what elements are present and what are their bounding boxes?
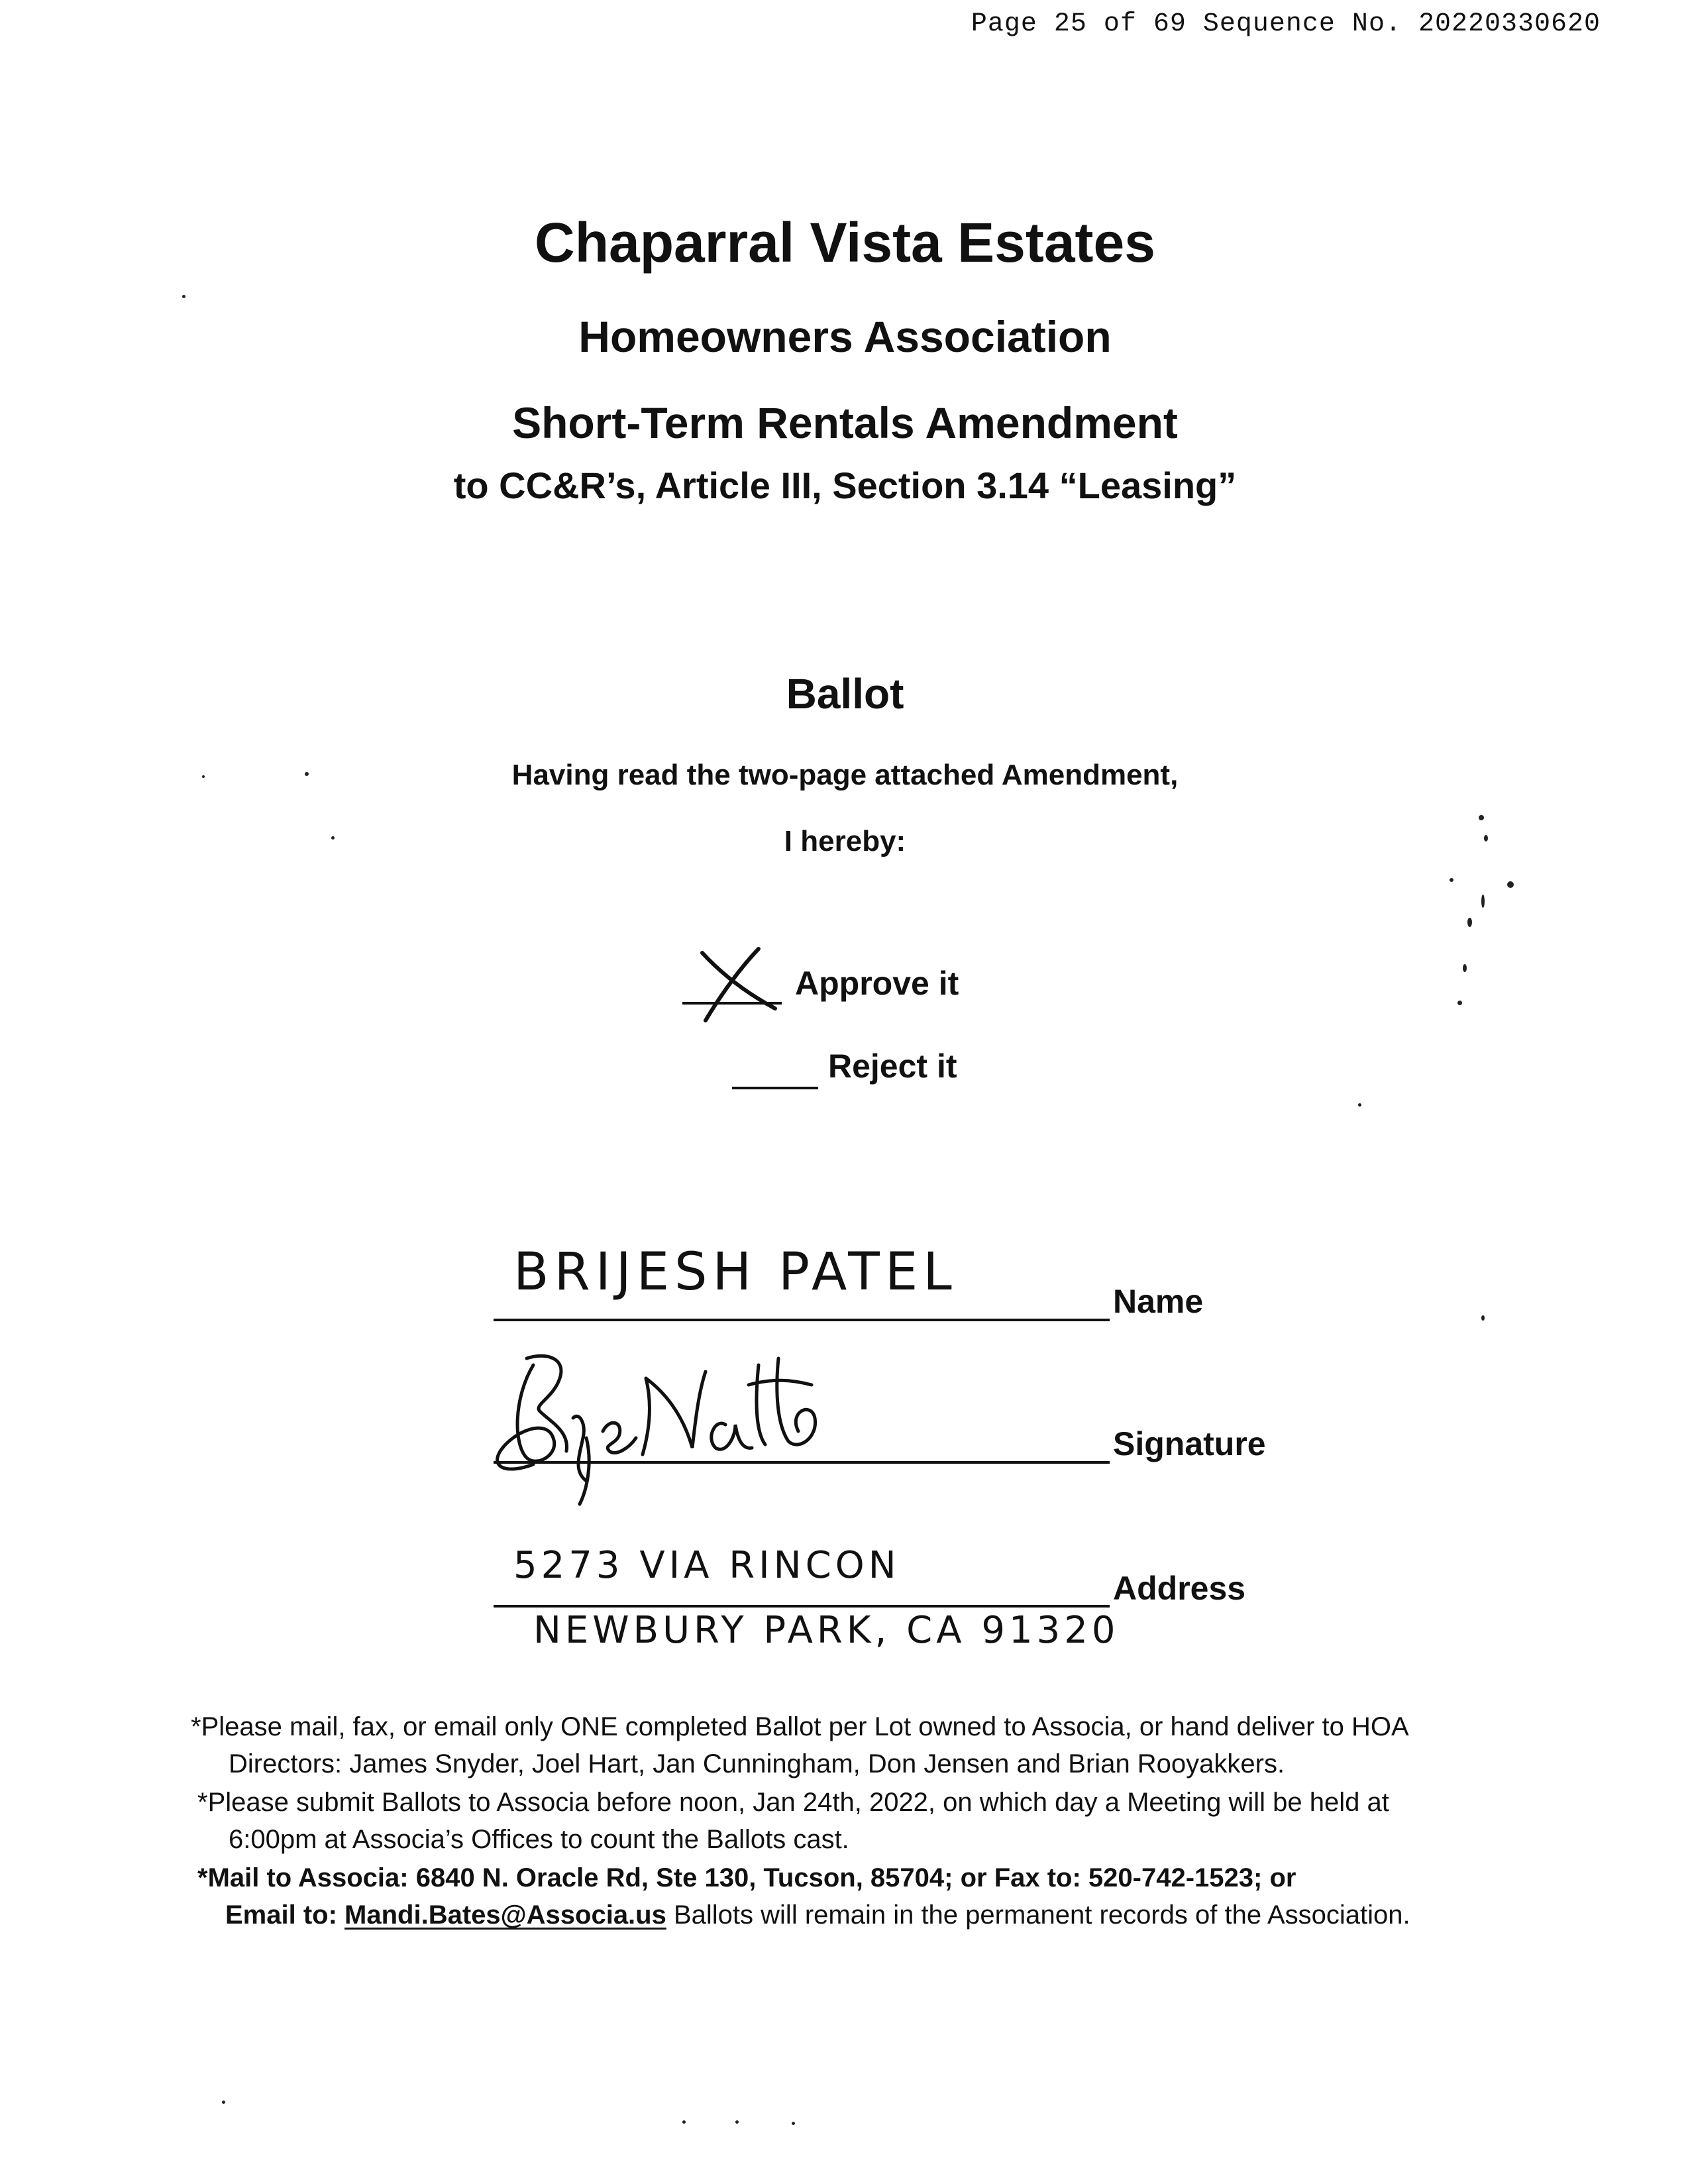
records-notice: Ballots will remain in the permanent records of the Association. <box>673 1900 1410 1930</box>
association-subtitle: Homeowners Association <box>578 312 1112 361</box>
address-handwritten-line-1: 5273 VIA RINCON <box>513 1544 900 1587</box>
amendment-reference: to CC&R’s, Article III, Section 3.14 “Leasing” <box>453 464 1237 506</box>
address-handwritten-line-2: NEWBURY PARK, CA 91320 <box>533 1609 1120 1652</box>
mailing-instructions-line-1: *Mail to Associa: 6840 N. Oracle Rd, Ste 130, Tucson, 85704; or Fax to: 520-742-1523; or <box>197 1863 1296 1892</box>
instruction-note-1-line-2: Directors: James Snyder, Joel Hart, Jan Cunningham, Don Jensen and Brian Rooyakkers. <box>229 1749 1285 1778</box>
ballot-intro-line-2: I hereby: <box>784 825 906 857</box>
approve-option-label: Approve it <box>795 965 959 1002</box>
name-label: Name <box>1113 1283 1204 1320</box>
ballot-heading: Ballot <box>786 670 904 718</box>
amendment-title: Short-Term Rentals Amendment <box>512 398 1178 447</box>
email-prefix: Email to: <box>225 1900 337 1930</box>
reject-blank-line[interactable] <box>732 1087 818 1089</box>
name-field-line[interactable] <box>494 1319 1110 1321</box>
handwritten-signature <box>487 1338 858 1511</box>
association-name-title: Chaparral Vista Estates <box>535 211 1155 274</box>
x-mark-icon <box>682 934 788 1034</box>
mailing-instructions-line-2 <box>225 1896 1410 1934</box>
name-handwritten-value: BRIJESH PATEL <box>513 1242 957 1302</box>
address-label: Address <box>1113 1570 1246 1607</box>
instruction-note-2-line-1: *Please submit Ballots to Associa before noon, Jan 24th, 2022, on which day a Meeting will be held at <box>197 1788 1389 1817</box>
associa-email-link[interactable]: Mandi.Bates@Associa.us <box>344 1900 666 1930</box>
reject-option-label: Reject it <box>828 1048 957 1085</box>
signature-label: Signature <box>1113 1425 1266 1462</box>
signature-field-line[interactable] <box>494 1461 1110 1464</box>
address-field-line[interactable] <box>494 1605 1110 1608</box>
ballot-intro-line-1: Having read the two-page attached Amendment, <box>511 759 1179 791</box>
instruction-note-2-line-2: 6:00pm at Associa’s Offices to count the Ballots cast. <box>229 1825 849 1854</box>
instruction-note-1-line-1: *Please mail, fax, or email only ONE completed Ballot per Lot owned to Associa, or hand deliver to HOA <box>191 1712 1409 1741</box>
page-sequence-header: Page 25 of 69 Sequence No. 20220330620 <box>971 9 1601 39</box>
